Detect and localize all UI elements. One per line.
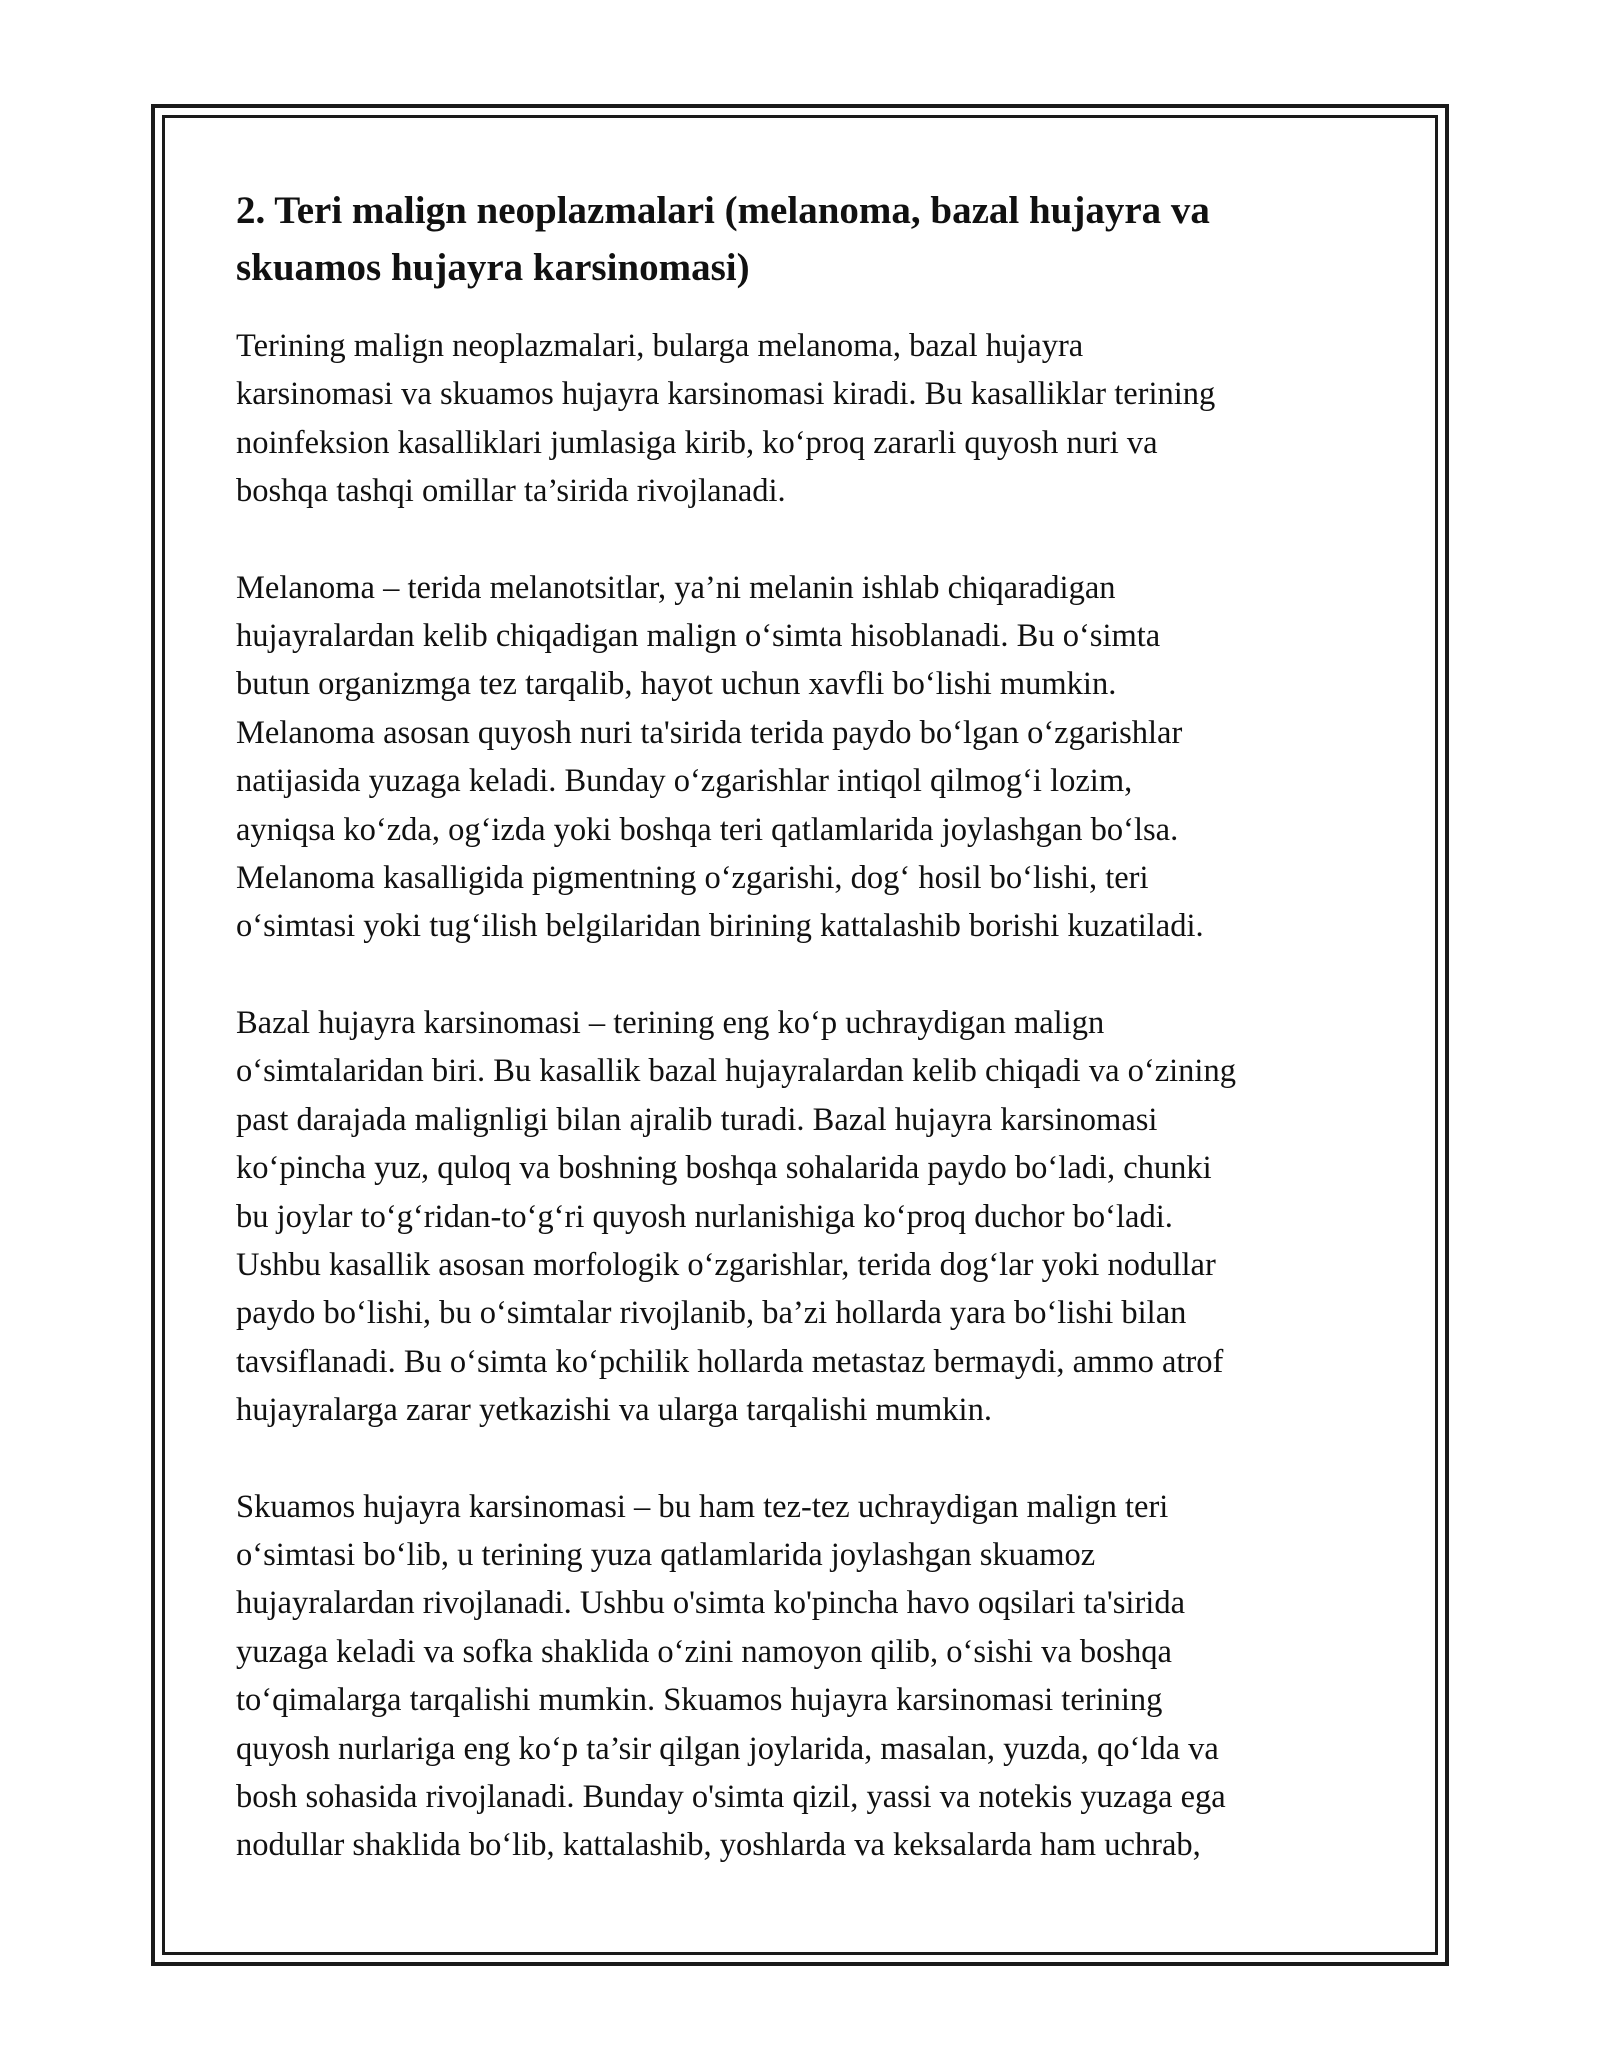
text-line: boshqa tashqi omillar ta’sirida rivojlanadi. (236, 473, 786, 510)
text-line: ayniqsa ko‘zda, og‘izda yoki boshqa teri qatlamlarida joylashgan bo‘lsa. (236, 811, 1179, 848)
text-line: paydo bo‘lishi, bu o‘simtalar rivojlanib, ba’zi hollarda yara bo‘lishi bilan (236, 1295, 1187, 1332)
text-line: o‘simtasi bo‘lib, u terining yuza qatlamlarida joylashgan skuamoz (236, 1536, 1096, 1573)
text-line: hujayralardan kelib chiqadigan malign o‘simta hisoblanadi. Bu o‘simta (236, 618, 1161, 655)
paragraph-intro (236, 322, 1376, 516)
text-line: Melanoma – terida melanotsitlar, ya’ni melanin ishlab chiqaradigan (236, 569, 1116, 606)
text-line: o‘simtalaridan biri. Bu kasallik bazal hujayralardan kelib chiqadi va o‘zining (236, 1053, 1236, 1090)
text-line: Melanoma kasalligida pigmentning o‘zgarishi, dog‘ hosil bo‘lishi, teri (236, 860, 1149, 897)
text-line: bosh sohasida rivojlanadi. Bunday o'simta qizil, yassi va notekis yuzaga ega (236, 1778, 1226, 1815)
text-line: karsinomasi va skuamos hujayra karsinomasi kiradi. Bu kasalliklar terining (236, 376, 1216, 413)
section-heading (236, 182, 1376, 296)
text-line: Bazal hujayra karsinomasi – terining eng ko‘p uchraydigan malign (236, 1004, 1105, 1041)
paragraph-squamous-cell-carcinoma (236, 1483, 1376, 1870)
text-line: hujayralardan rivojlanadi. Ushbu o'simta ko'pincha havo oqsilari ta'sirida (236, 1585, 1185, 1622)
paragraph-basal-cell-carcinoma (236, 999, 1376, 1435)
paragraph-melanoma (236, 564, 1376, 951)
heading-line: 2. Teri malign neoplazmalari (melanoma, bazal hujayra va (236, 189, 1210, 232)
text-line: bu joylar to‘g‘ridan-to‘g‘ri quyosh nurlanishiga ko‘proq duchor bo‘ladi. (236, 1198, 1173, 1235)
text-line: Skuamos hujayra karsinomasi – bu ham tez-tez uchraydigan malign teri (236, 1488, 1169, 1525)
text-line: nodullar shaklida bo‘lib, kattalashib, yoshlarda va keksalarda ham uchrab, (236, 1827, 1201, 1864)
text-line: Ushbu kasallik asosan morfologik o‘zgarishlar, terida dog‘lar yoki nodullar (236, 1246, 1216, 1283)
text-line: ko‘pincha yuz, quloq va boshning boshqa sohalarida paydo bo‘ladi, chunki (236, 1150, 1212, 1187)
text-line: tavsiflanadi. Bu o‘simta ko‘pchilik hollarda metastaz bermaydi, ammo atrof (236, 1343, 1224, 1380)
text-line: Terining malign neoplazmalari, bularga melanoma, bazal hujayra (236, 328, 1084, 364)
document-body (236, 182, 1376, 1918)
text-line: butun organizmga tez tarqalib, hayot uchun xavfli bo‘lishi mumkin. (236, 666, 1117, 703)
text-line: natijasida yuzaga keladi. Bunday o‘zgarishlar intiqol qilmog‘i lozim, (236, 763, 1133, 800)
heading-line: skuamos hujayra karsinomasi) (236, 246, 750, 289)
text-line: yuzaga keladi va sofka shaklida o‘zini namoyon qilib, o‘sishi va boshqa (236, 1633, 1172, 1670)
text-line: o‘simtasi yoki tug‘ilish belgilaridan birining kattalashib borishi kuzatiladi. (236, 908, 1204, 945)
text-line: noinfeksion kasalliklari jumlasiga kirib, ko‘proq zararli quyosh nuri va (236, 424, 1158, 461)
text-line: to‘qimalarga tarqalishi mumkin. Skuamos hujayra karsinomasi terining (236, 1682, 1163, 1719)
text-line: past darajada malignligi bilan ajralib turadi. Bazal hujayra karsinomasi (236, 1101, 1158, 1138)
text-line: Melanoma asosan quyosh nuri ta'sirida terida paydo bo‘lgan o‘zgarishlar (236, 714, 1183, 751)
text-line: quyosh nurlariga eng ko‘p ta’sir qilgan joylarida, masalan, yuzda, qo‘lda va (236, 1730, 1219, 1767)
text-line: hujayralarga zarar yetkazishi va ularga tarqalishi mumkin. (236, 1392, 992, 1429)
